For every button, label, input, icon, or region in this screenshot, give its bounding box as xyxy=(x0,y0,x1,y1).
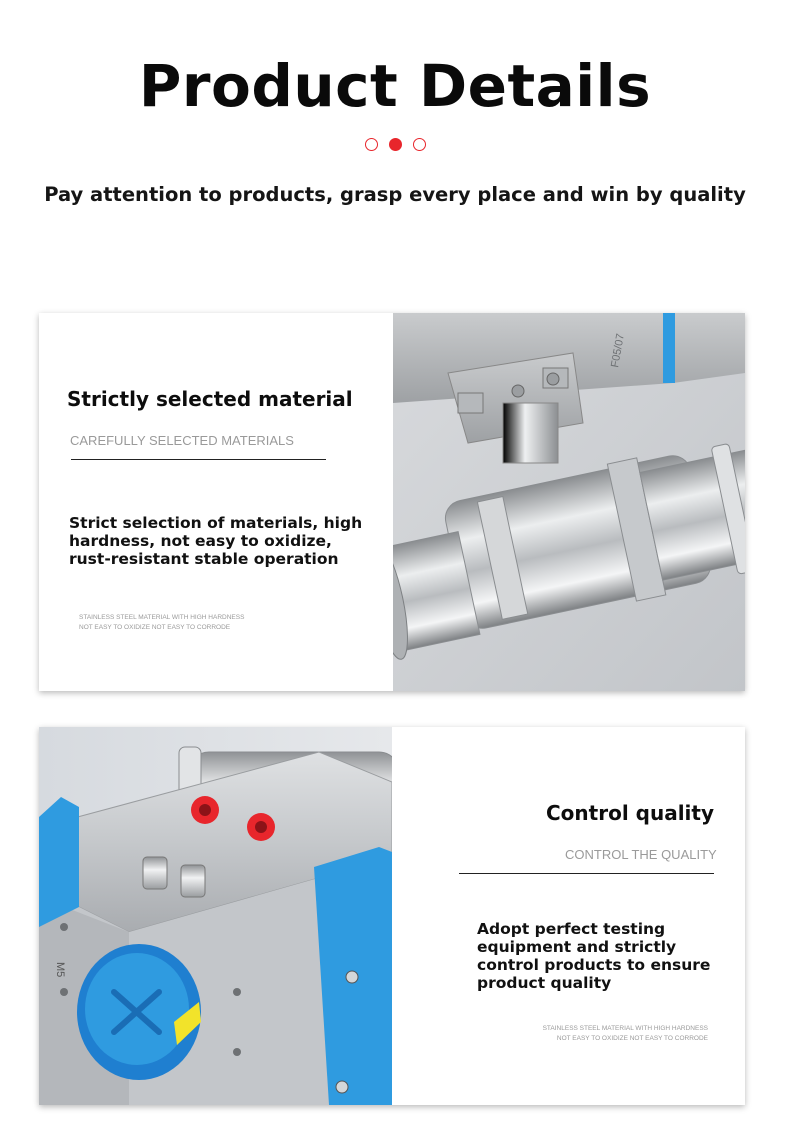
body-line: equipment and strictly xyxy=(477,938,677,956)
fine-print-line: NOT EASY TO OXIDIZE NOT EASY TO CORRODE xyxy=(556,1035,708,1042)
body-line: rust-resistant stable operation xyxy=(69,550,339,568)
section-body xyxy=(69,514,362,568)
quality-feature-card xyxy=(39,727,745,1105)
section-heading: Strictly selected material xyxy=(67,387,353,411)
fine-print xyxy=(543,1024,708,1044)
section-divider xyxy=(459,873,714,874)
body-line: product quality xyxy=(477,974,612,992)
body-line: Strict selection of materials, high xyxy=(69,514,363,532)
fine-print-line: STAINLESS STEEL MATERIAL WITH HIGH HARDNESS xyxy=(79,614,245,621)
fine-print-line: NOT EASY TO OXIDIZE NOT EASY TO CORRODE xyxy=(79,624,231,631)
fine-print-line: STAINLESS STEEL MATERIAL WITH HIGH HARDNESS xyxy=(542,1025,708,1032)
photo-engraving: M5 xyxy=(54,962,66,978)
ball-valve-photo xyxy=(393,313,745,691)
page-subtitle: Pay attention to products, grasp every place and win by quality xyxy=(44,183,746,206)
section-indicator xyxy=(0,138,790,151)
material-feature-card xyxy=(39,313,745,691)
page-title: Product Details xyxy=(138,52,652,120)
section-divider xyxy=(71,459,326,460)
section-caption: CAREFULLY SELECTED MATERIALS xyxy=(70,433,294,448)
indicator-dot-2-active xyxy=(389,138,402,151)
section-body xyxy=(477,920,710,992)
section-caption: CONTROL THE QUALITY xyxy=(565,847,717,862)
photo-engraving: F05/07 xyxy=(609,332,627,369)
indicator-dot-3 xyxy=(413,138,426,151)
body-line: hardness, not easy to oxidize, xyxy=(69,532,332,550)
fine-print xyxy=(79,613,244,633)
pneumatic-actuator-photo xyxy=(39,727,392,1105)
body-line: Adopt perfect testing xyxy=(477,920,666,938)
section-heading: Control quality xyxy=(546,801,714,825)
indicator-dot-1 xyxy=(365,138,378,151)
body-line: control products to ensure xyxy=(477,956,711,974)
